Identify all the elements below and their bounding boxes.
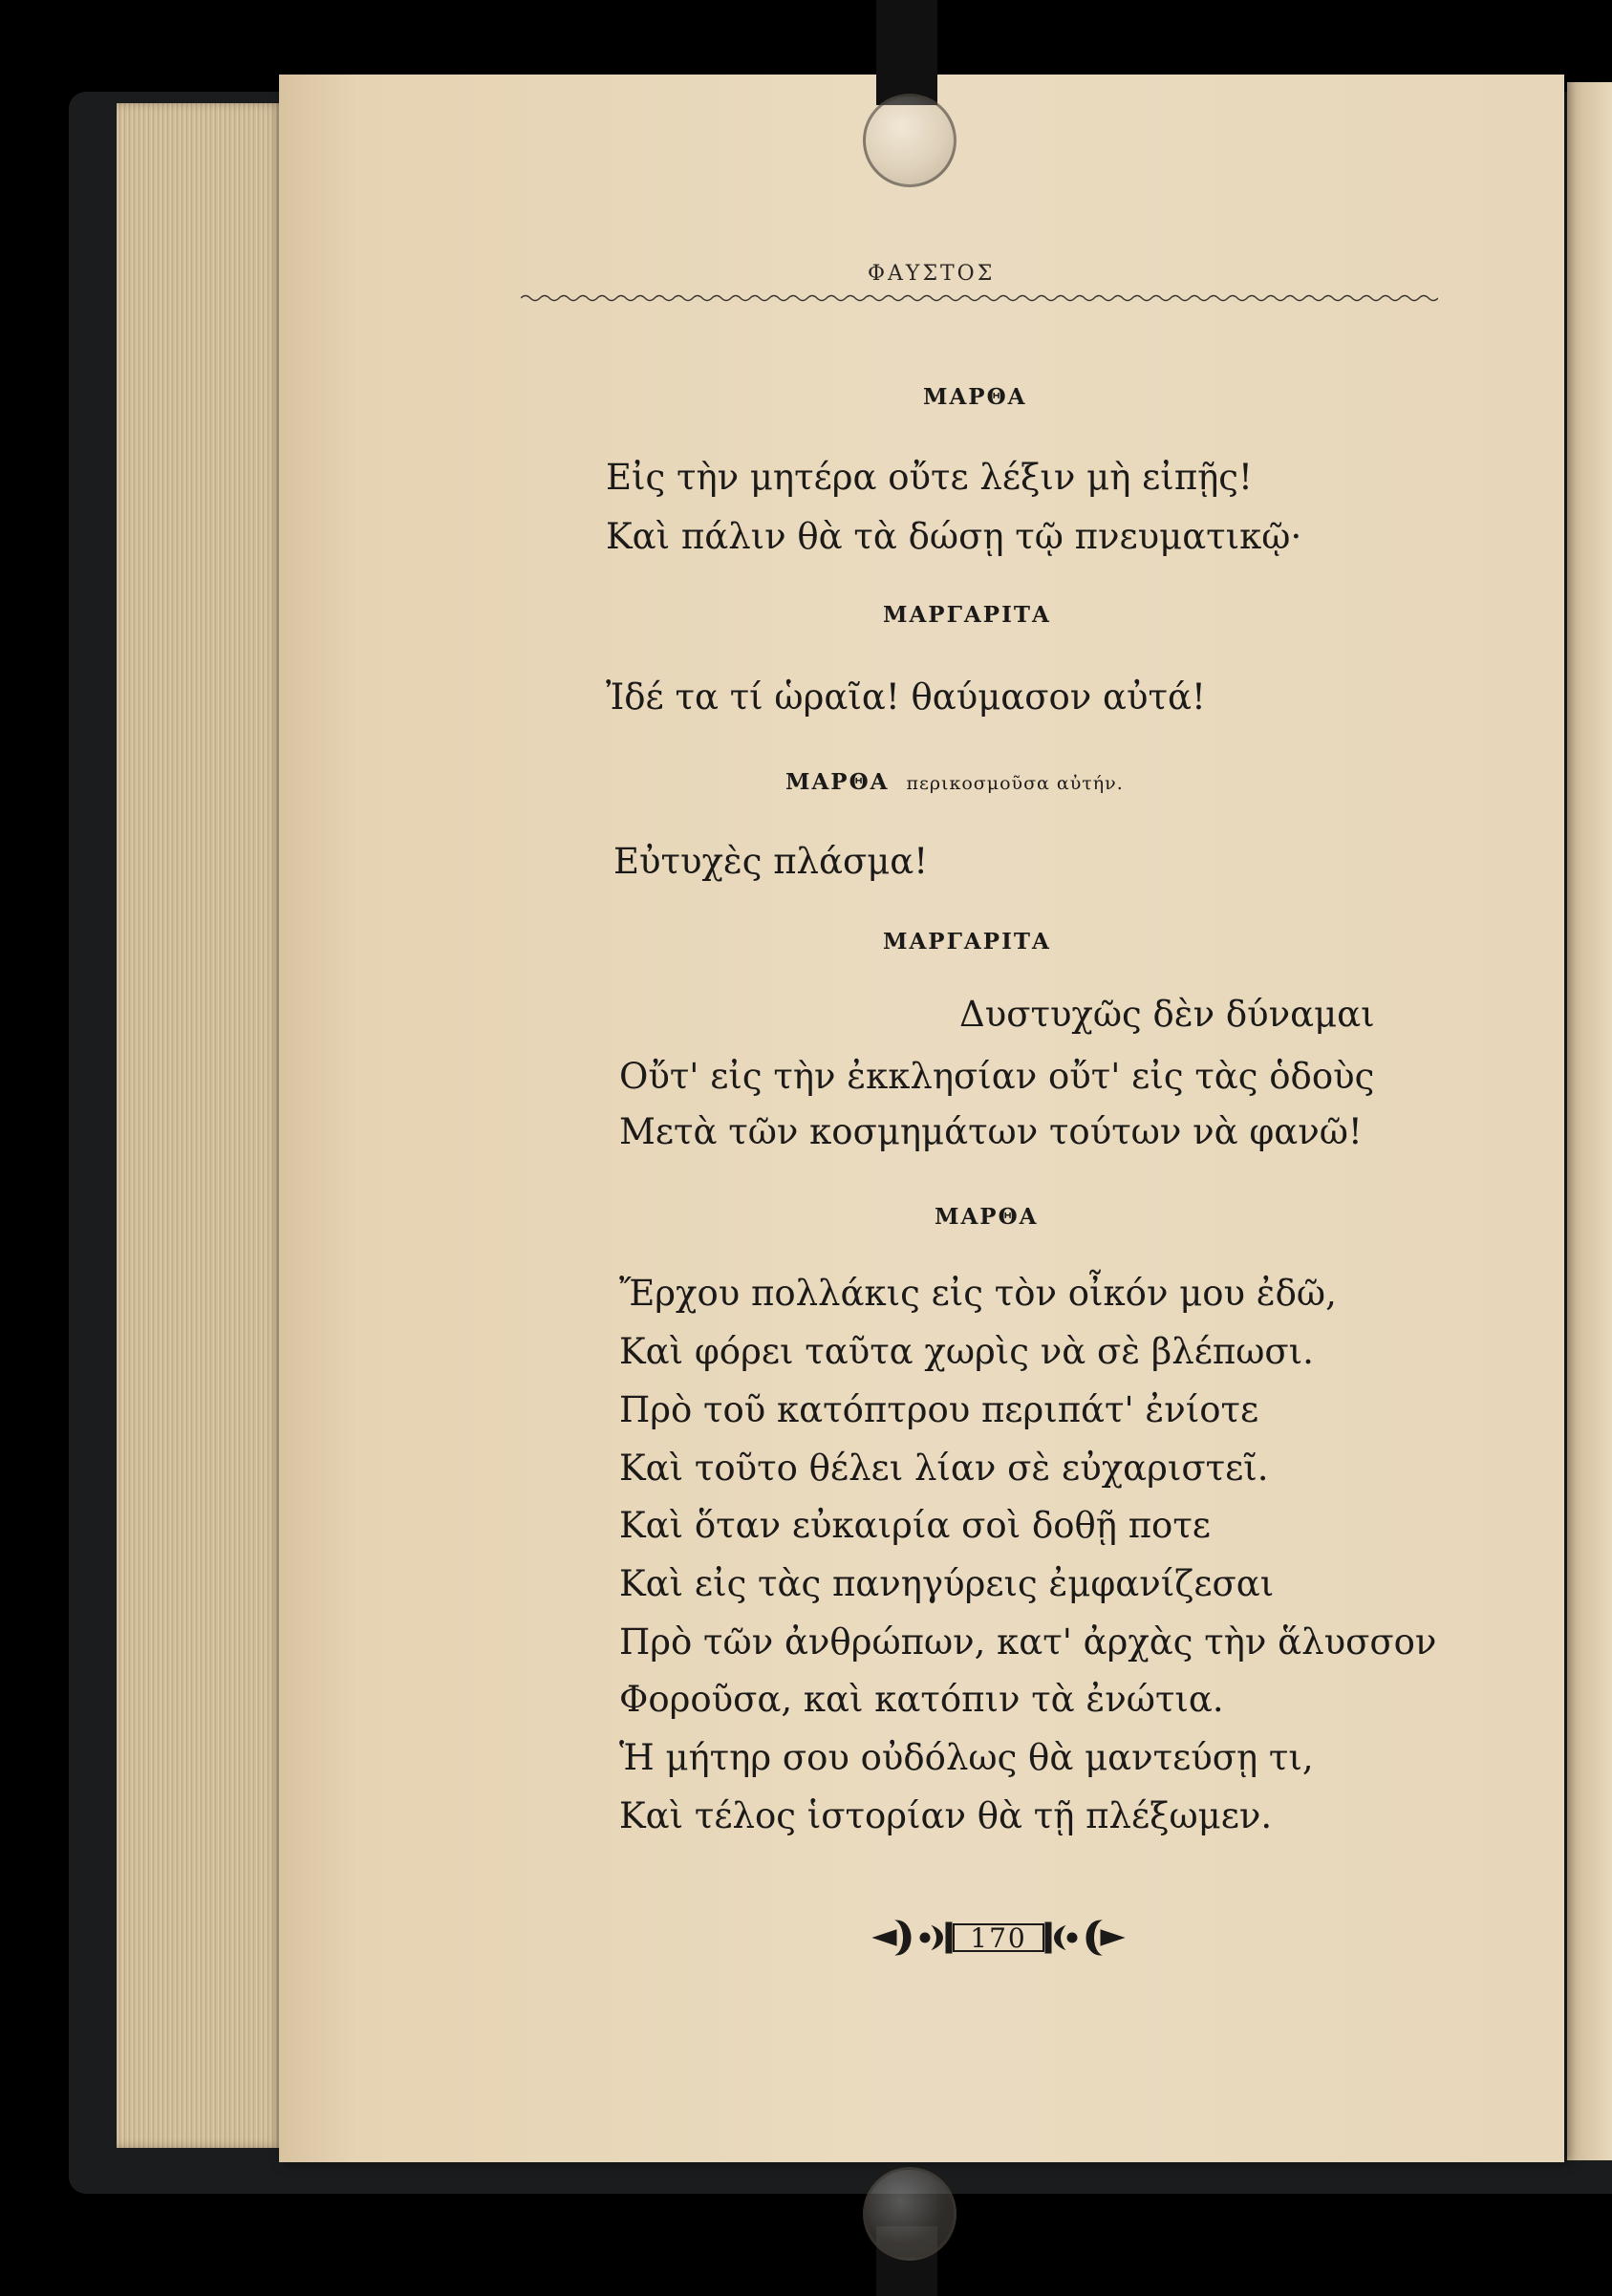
- verse-line-7: Μετὰ τῶν κοσμημάτων τούτων νὰ φανῶ!: [619, 1111, 1363, 1152]
- verse-line-13: Καὶ εἰς τὰς πανηγύρεις ἐμφανίζεσαι: [619, 1563, 1275, 1604]
- top-clip: [863, 94, 956, 187]
- stage-direction: περικοσμοῦσα αὐτήν.: [906, 773, 1124, 794]
- verse-line-10: Πρὸ τοῦ κατόπτρου περιπάτ' ἐνίοτε: [619, 1389, 1259, 1430]
- speaker-margarita-2: ΜΑΡΓΑΡΙΤΑ: [883, 929, 1051, 955]
- verse-line-2: Καὶ πάλιν θὰ τὰ δώσῃ τῷ πνευματικῷ·: [606, 516, 1302, 557]
- verse-line-15: Φοροῦσα, καὶ κατόπιν τὰ ἐνώτια.: [619, 1679, 1224, 1720]
- next-page-edge: [1567, 82, 1612, 2160]
- verse-line-4: Εὐτυχὲς πλάσμα!: [613, 841, 929, 882]
- speaker-martha-1: ΜΑΡΘΑ: [923, 384, 1027, 410]
- speaker-margarita-1: ΜΑΡΓΑΡΙΤΑ: [883, 602, 1051, 628]
- verse-line-12: Καὶ ὅταν εὐκαιρία σοὶ δοθῇ ποτε: [619, 1505, 1211, 1546]
- speaker-martha-3: ΜΑΡΘΑ: [935, 1204, 1039, 1230]
- page-number: 170: [970, 1922, 1027, 1954]
- verse-line-6: Οὔτ' εἰς τὴν ἐκκλησίαν οὔτ' εἰς τὰς ὁδοὺς: [619, 1056, 1375, 1097]
- verse-line-3: Ἰδέ τα τί ὡραῖα! θαύμασον αὐτά!: [606, 676, 1206, 718]
- verse-line-16: Ἡ μήτηρ σου οὐδόλως θὰ μαντεύσῃ τι,: [619, 1737, 1314, 1778]
- verse-line-17: Καὶ τέλος ἱστορίαν θὰ τῇ πλέξωμεν.: [619, 1795, 1273, 1836]
- bottom-clip: [863, 2167, 956, 2261]
- top-clip-stem: [876, 0, 937, 105]
- verse-line-8: Ἔρχου πολλάκις εἰς τὸν οἶκόν μου ἐδῶ,: [619, 1273, 1337, 1314]
- wavy-rule: [521, 292, 1438, 304]
- running-head: ΦΑΥΣΤΟΣ: [868, 262, 996, 286]
- verse-line-1: Εἰς τὴν μητέρα οὔτε λέξιν μὴ εἰπῇς!: [606, 457, 1253, 498]
- verse-line-11: Καὶ τοῦτο θέλει λίαν σὲ εὐχαριστεῖ.: [619, 1448, 1269, 1489]
- verse-line-9: Καὶ φόρει ταῦτα χωρὶς νὰ σὲ βλέπωσι.: [619, 1331, 1314, 1372]
- verse-line-5: Δυστυχῶς δὲν δύναμαι: [959, 994, 1375, 1035]
- page-edges: [117, 103, 284, 2148]
- speaker-name: ΜΑΡΘΑ: [785, 769, 890, 795]
- speaker-martha-2: [785, 769, 1124, 795]
- verse-line-14: Πρὸ τῶν ἀνθρώπων, κατ' ἀρχὰς τὴν ἅλυσσον: [619, 1621, 1437, 1663]
